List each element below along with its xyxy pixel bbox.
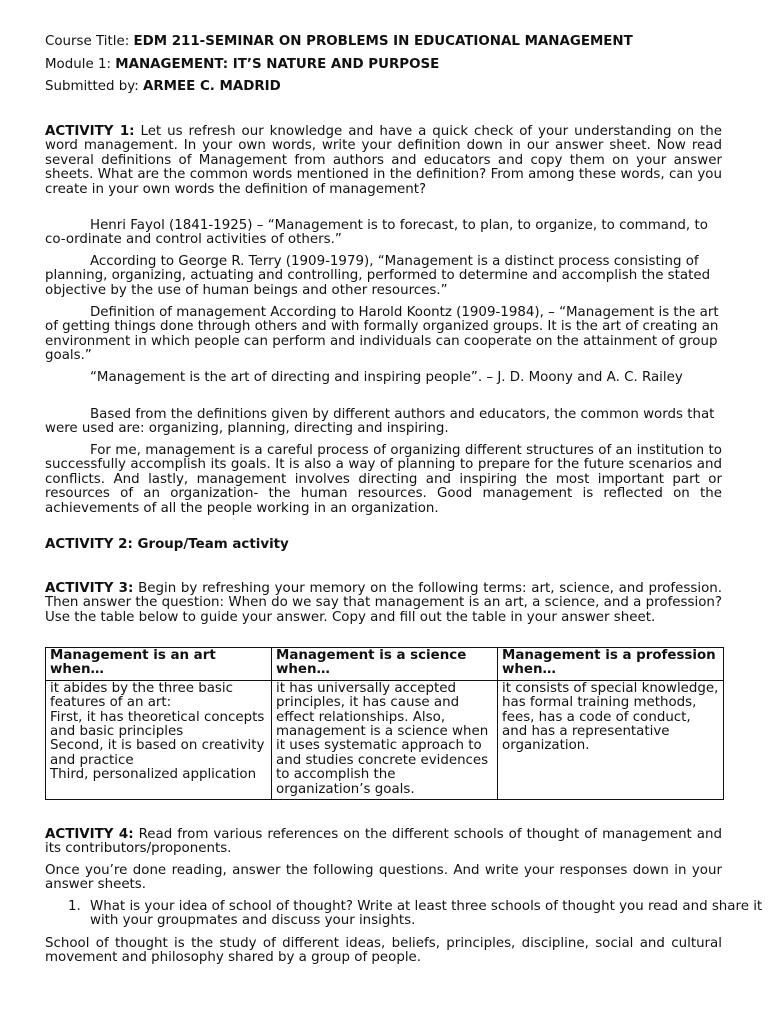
activity1-label: ACTIVITY 1: <box>45 124 135 139</box>
module-label: Module 1: <box>45 57 111 72</box>
activity4-instruction: Once you’re done reading, answer the following questions. And write your responses down in your answer sheets. <box>45 863 722 893</box>
module-line <box>45 58 439 72</box>
submitted-by-line <box>45 80 281 94</box>
course-title-line <box>45 35 633 49</box>
table-row <box>46 680 724 799</box>
art-line: First, it has theoretical concepts and basic principles <box>50 709 265 740</box>
art-line: Third, personalized application <box>50 767 257 783</box>
table-header-science: Management is a science when… <box>272 648 498 681</box>
activity3-intro <box>45 582 722 625</box>
course-title-value: EDM 211-SEMINAR ON PROBLEMS IN EDUCATIONAL MANAGEMENT <box>133 34 633 49</box>
art-cell <box>46 680 272 799</box>
table-header-profession: Management is a profession when… <box>498 648 724 681</box>
school-of-thought-answer: School of thought is the study of different ideas, beliefs, principles, discipline, social and cultural movement and philosophy shared by a group of people. <box>45 936 722 966</box>
question-number: 1. <box>68 899 81 914</box>
submitted-by-label: Submitted by: <box>45 79 139 94</box>
activity3-label: ACTIVITY 3: <box>45 581 134 596</box>
course-title-label: Course Title: <box>45 34 130 49</box>
question-text: What is your idea of school of thought? Write at least three schools of thought you read and share it with your groupmates and discuss your insights. <box>90 899 763 929</box>
activity3-text: Begin by refreshing your memory on the following terms: art, science, and profession. Then answer the question: When do we say that management is an art, a science, and a profession? Use the table below to guide your answer. Copy and fill out the table in your answer sheet. <box>45 581 722 625</box>
science-cell: it has universally accepted principles, it has cause and effect relationships. Also, management is a science when it uses systematic approach to and studies concrete evidences to accomplish the organization’s goals. <box>272 680 498 799</box>
list-item <box>68 899 767 929</box>
activity2-title <box>45 538 722 552</box>
table-header-art: Management is an art when… <box>46 648 272 681</box>
question-list <box>45 900 767 929</box>
activity1-text: Let us refresh our knowledge and have a quick check of your understanding on the word management. In your own words, write your definition down in our answer sheet. Now read several definitions of Management from authors and educators and copy them on your answer sheets. What are the common words mentioned in the definition? From among these words, can you create in your own words the definition of management? <box>45 124 722 197</box>
fayol-definition: Henri Fayol (1841-1925) – “Management is to forecast, to plan, to organize, to command, to co-ordinate and control activities of others.” <box>45 218 708 248</box>
profession-cell: it consists of special knowledge, has formal training methods, fees, has a code of conduct, and has a representative organization. <box>498 680 724 799</box>
art-line: Second, it is based on creativity and practice <box>50 738 265 768</box>
submitted-by-value: ARMEE C. MADRID <box>142 79 281 94</box>
common-words-paragraph: Based from the definitions given by different authors and educators, the common words that were used are: organizing, planning, directing and inspiring. <box>45 407 715 437</box>
activity2-title-text: ACTIVITY 2: Group/Team activity <box>45 537 289 552</box>
module-value: MANAGEMENT: IT’S NATURE AND PURPOSE <box>115 57 440 72</box>
personal-definition-paragraph: For me, management is a careful process of organizing different structures of an institution to successfully accomplish its goals. It is also a way of planning to prepare for the future scenarios and conflicts. And lastly, management involves directing and inspiring the most important part or resources of an organization- the human resources. Good management is reflected on the achievements of all the people working in an organization. <box>45 443 722 516</box>
terry-definition: According to George R. Terry (1909-1979), “Management is a distinct process consisting of planning, organizing, actuating and controlling, performed to determine and accomplish the stated objective by the use of human beings and other resources.” <box>45 254 711 298</box>
activity1-intro <box>45 125 722 197</box>
table-header-row <box>46 648 724 681</box>
art-line: it abides by the three basic features of an art: <box>50 680 233 711</box>
activity4-intro <box>45 828 722 857</box>
koontz-definition: Definition of management According to Harold Koontz (1909-1984), – “Management is the art of getting things done through others and with formally organized groups. It is the art of creating an environment in which people can perform and individuals can cooperate on the attainment of group goals.” <box>45 305 719 364</box>
activity4-label: ACTIVITY 4: <box>45 827 134 842</box>
moony-definition: “Management is the art of directing and inspiring people”. – J. D. Moony and A. C. Railey <box>90 370 683 385</box>
art-science-profession-table <box>45 647 724 800</box>
activity4-text: Read from various references on the different schools of thought of management and its contributors/proponents. <box>45 827 722 857</box>
